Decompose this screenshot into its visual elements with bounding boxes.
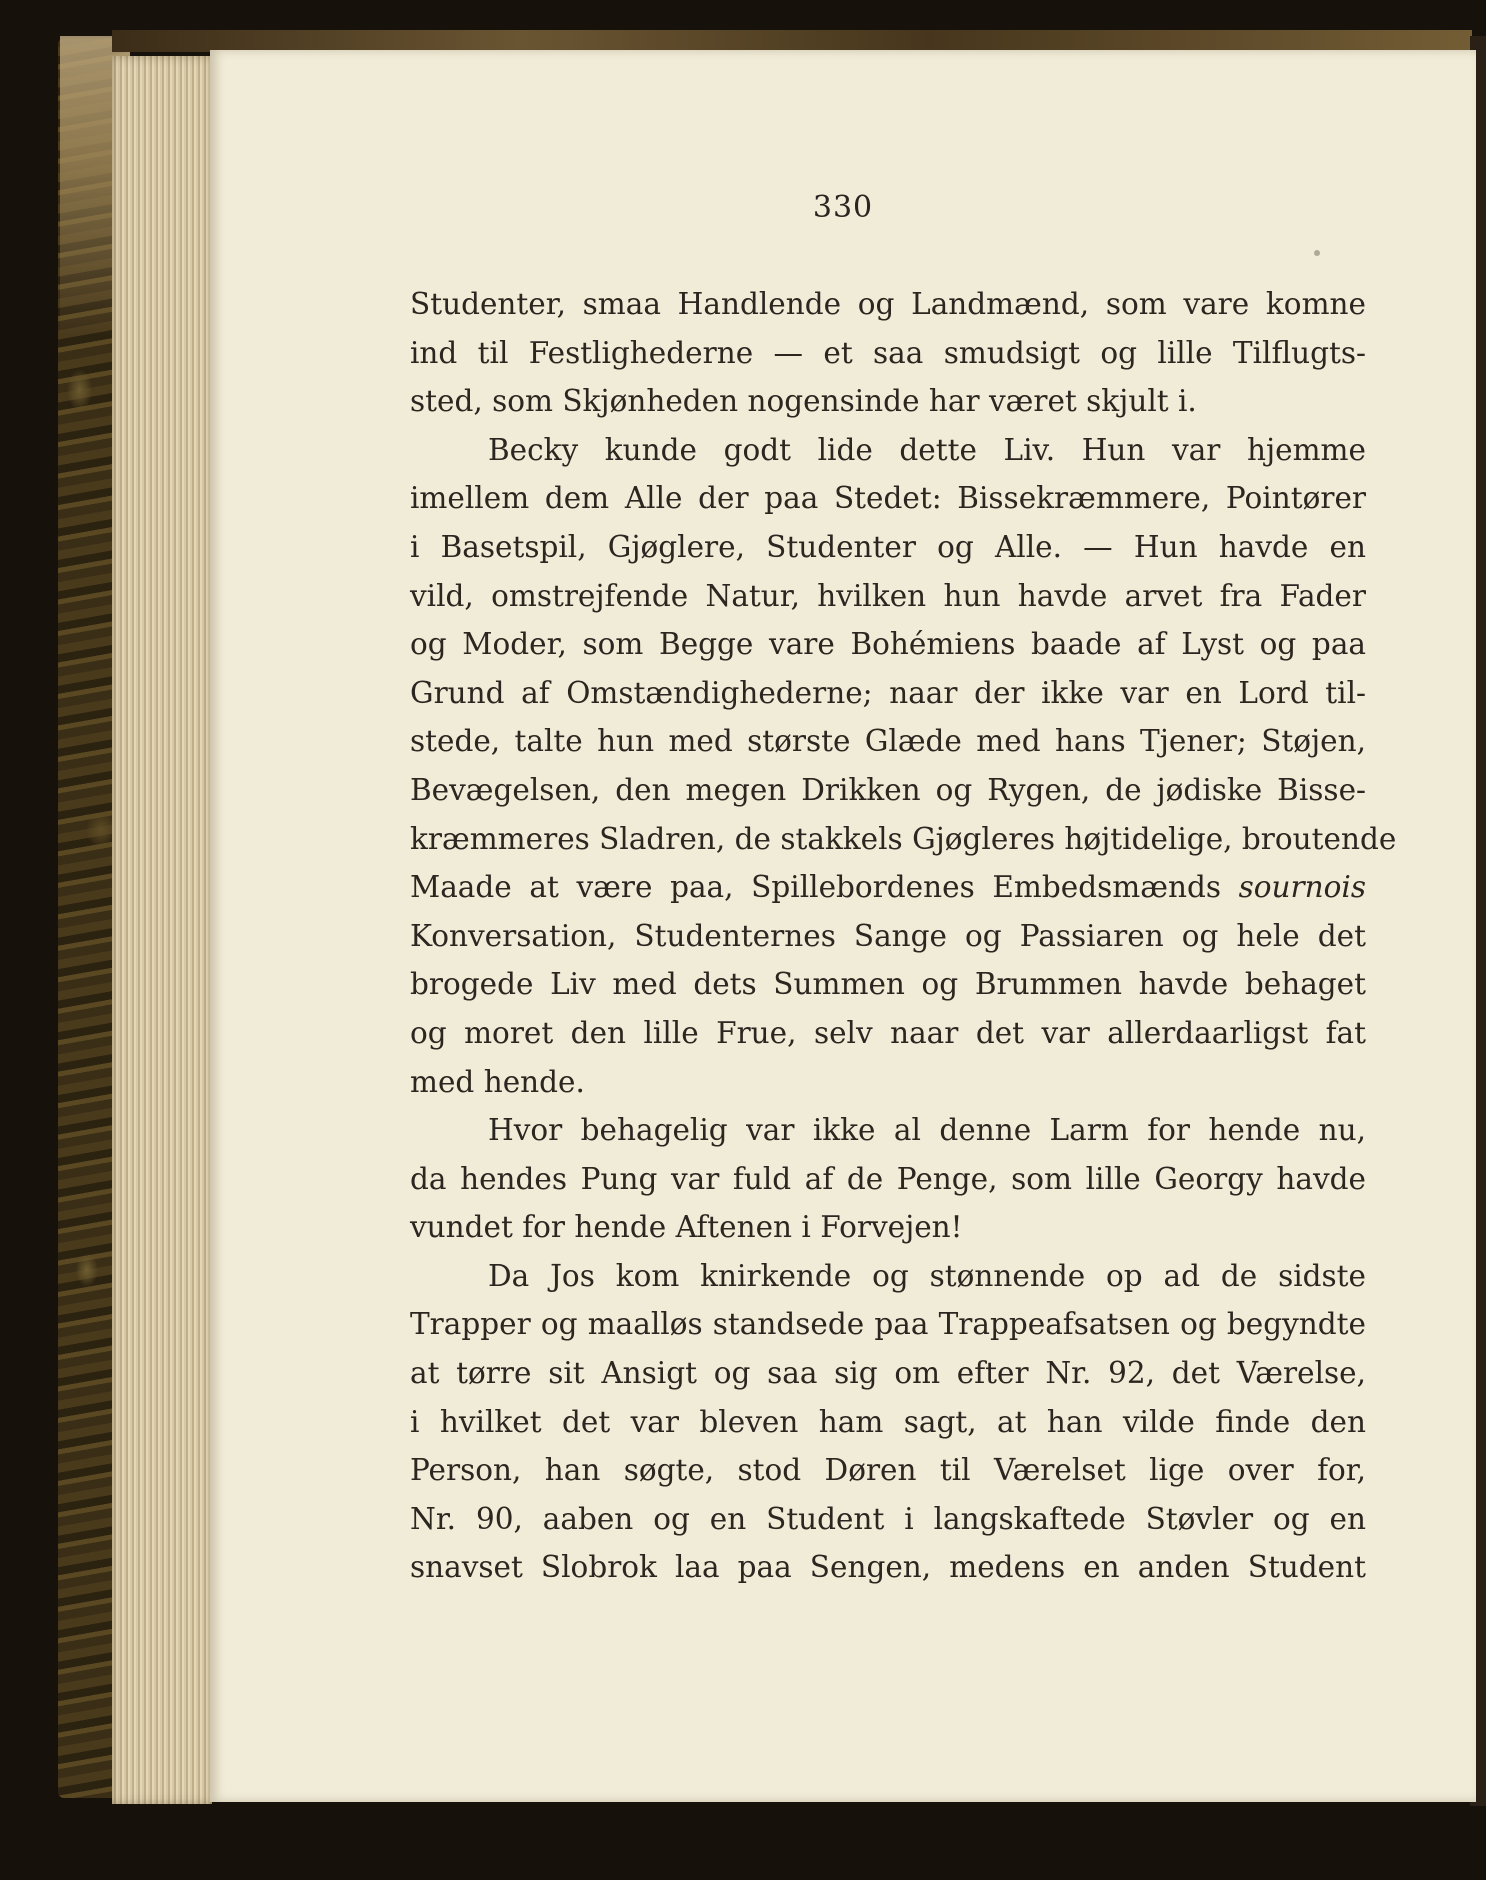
text-line — [410, 766, 1366, 815]
text-line — [410, 1446, 1366, 1495]
text-line-content: Da Jos kom knirkende og stønnende op ad de sidste — [488, 1258, 1366, 1293]
text-line — [410, 815, 1397, 864]
text-line-content: stede, talte hun med største Glæde med hans Tjener; Støjen, — [410, 724, 1366, 759]
text-line — [410, 474, 1366, 523]
text-line — [410, 1495, 1366, 1544]
text-line — [410, 1203, 1366, 1252]
text-line-content: sted, som Skjønheden nogensinde har været skjult i. — [410, 384, 1197, 419]
text-line — [410, 523, 1366, 572]
text-line — [410, 863, 1366, 912]
page-number: 330 — [812, 190, 874, 225]
text-line — [410, 1252, 1366, 1301]
text-line-content: i Basetspil, Gjøglere, Studenter og Alle. — Hun havde en — [410, 529, 1366, 564]
text-line-content: da hendes Pung var fuld af de Penge, som lille Georgy havde — [410, 1161, 1366, 1196]
text-line — [410, 377, 1366, 426]
page-speck — [1314, 250, 1320, 256]
text-line — [410, 1058, 1366, 1107]
text-line-content: Konversation, Studenternes Sange og Passiaren og hele det — [410, 918, 1366, 953]
text-line-content: i hvilket det var bleven ham sagt, at han vilde finde den — [410, 1404, 1366, 1439]
text-line-content: og moret den lille Frue, selv naar det var allerdaarligst fat — [410, 1015, 1366, 1050]
text-line-content: og Moder, som Begge vare Bohémiens baade af Lyst og paa — [410, 627, 1366, 662]
text-line — [410, 1543, 1366, 1592]
italic-word: sournois — [1238, 870, 1366, 905]
page-edges — [112, 56, 212, 1804]
text-line — [410, 1398, 1366, 1447]
book-page — [210, 50, 1476, 1802]
text-line-content: ind til Festlighederne — et saa smudsigt og lille Tilflugts- — [410, 335, 1366, 370]
text-line — [410, 329, 1366, 378]
text-line — [410, 280, 1366, 329]
text-line-content: Hvor behagelig var ikke al denne Larm for hende nu, — [488, 1113, 1366, 1148]
text-line-content: Becky kunde godt lide dette Liv. Hun var hjemme — [488, 432, 1366, 467]
text-line — [410, 960, 1366, 1009]
text-line-content: vundet for hende Aftenen i Forvejen! — [410, 1210, 963, 1245]
text-line-content: imellem dem Alle der paa Stedet: Bissekræmmere, Pointører — [410, 481, 1366, 516]
text-line — [410, 1155, 1366, 1204]
text-line-content: vild, omstrejfende Natur, hvilken hun havde arvet fra Fader — [410, 578, 1366, 613]
text-line-content: Studenter, smaa Handlende og Landmænd, som vare komne — [410, 287, 1366, 321]
text-line-content: Grund af Omstændighederne; naar der ikke var en Lord til- — [410, 675, 1366, 710]
text-line — [410, 717, 1366, 766]
text-line — [410, 1349, 1366, 1398]
text-line-content: snavset Slobrok laa paa Sengen, medens en anden Student — [410, 1550, 1366, 1585]
text-line — [410, 1009, 1366, 1058]
text-line-content: Maade at være paa, Spillebordenes Embedsmænds — [410, 870, 1221, 905]
text-line-content: at tørre sit Ansigt og saa sig om efter Nr. 92, det Værelse, — [410, 1356, 1366, 1391]
body-text — [410, 280, 1397, 1592]
text-line-content: Trapper og maalløs standsede paa Trappeafsatsen og begyndte — [410, 1307, 1366, 1342]
text-line — [410, 1106, 1366, 1155]
binding-top-strip — [112, 30, 1472, 52]
text-line — [410, 572, 1366, 621]
text-line-content: Nr. 90, aaben og en Student i langskaftede Støvler og en — [410, 1501, 1366, 1536]
text-line — [410, 912, 1366, 961]
text-line-content: kræmmeres Sladren, de stakkels Gjøgleres højtidelige, broutende — [410, 821, 1397, 856]
text-line-content: Person, han søgte, stod Døren til Værelset lige over for, — [410, 1453, 1366, 1488]
text-line-content: brogede Liv med dets Summen og Brummen havde behaget — [410, 967, 1366, 1002]
text-line — [410, 620, 1366, 669]
text-line — [410, 669, 1366, 718]
text-line-content: Bevægelsen, den megen Drikken og Rygen, de jødiske Bisse- — [410, 772, 1366, 807]
text-line-content: med hende. — [410, 1064, 585, 1099]
text-line — [410, 426, 1366, 475]
text-line — [410, 1300, 1366, 1349]
